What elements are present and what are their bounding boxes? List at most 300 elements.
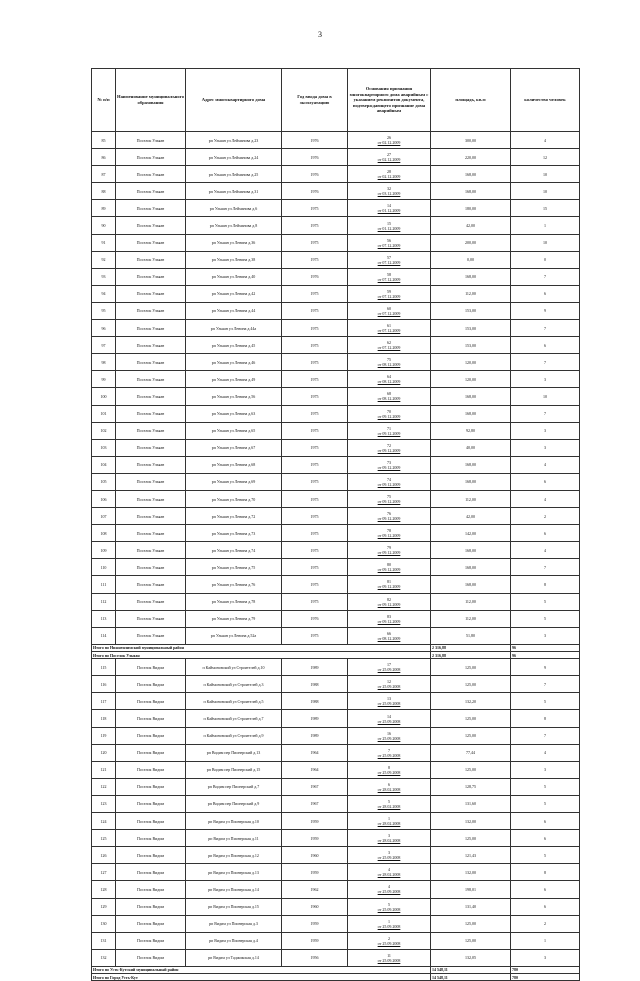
table-row — [92, 593, 580, 610]
cell-municipality: Поселок Ульяан — [116, 217, 186, 234]
cell-address: рп Ульяан ул Ленина д.65 — [186, 422, 282, 439]
cell-area: 0,00 — [431, 251, 511, 268]
cell-address: рп Видим пер Пионерский д.13 — [186, 744, 282, 761]
cell-municipality: Поселок Видим — [116, 813, 186, 830]
cell-people: 2 — [511, 508, 580, 525]
cell-num: 101 — [92, 405, 116, 422]
table-row — [92, 676, 580, 693]
table-row — [92, 949, 580, 966]
cell-area: 131,60 — [431, 795, 511, 812]
cell-basis — [348, 234, 431, 251]
total-people: 780 — [511, 966, 580, 973]
total-row — [92, 644, 580, 651]
cell-num: 103 — [92, 439, 116, 456]
cell-people: 7 — [511, 320, 580, 337]
basis-doc-date: от 25.09.2008 — [377, 957, 401, 963]
basis-doc-number: 58 — [387, 271, 391, 277]
cell-basis — [348, 744, 431, 761]
basis-doc-date: от 25.09.2008 — [377, 855, 401, 861]
cell-year: 1976 — [282, 183, 348, 200]
basis-doc-number: 27 — [387, 152, 391, 158]
table-row — [92, 473, 580, 490]
cell-people: 1 — [511, 217, 580, 234]
cell-area: 92,80 — [431, 422, 511, 439]
cell-municipality: Поселок Ульяан — [116, 422, 186, 439]
table-row — [92, 727, 580, 744]
cell-address: рп Ульяан ул Лейманова д.6 — [186, 200, 282, 217]
cell-municipality: Поселок Ульяан — [116, 593, 186, 610]
cell-num: 119 — [92, 727, 116, 744]
cell-num: 118 — [92, 710, 116, 727]
basis-doc-date: от 25.09.2008 — [377, 923, 401, 929]
cell-basis — [348, 847, 431, 864]
cell-municipality: Поселок Видим — [116, 830, 186, 847]
cell-municipality: Поселок Ульяан — [116, 166, 186, 183]
cell-people: 6 — [511, 525, 580, 542]
basis-doc-date: от 09.12.2009 — [377, 601, 401, 607]
cell-area: 40,00 — [431, 439, 511, 456]
cell-num: 85 — [92, 132, 116, 149]
basis-doc-date: от 25.09.2008 — [377, 906, 401, 912]
basis-doc-number: 15 — [387, 220, 391, 226]
cell-basis — [348, 166, 431, 183]
table-row — [92, 490, 580, 507]
table-row — [92, 881, 580, 898]
basis-doc-date: от 25.09.2008 — [377, 752, 401, 758]
cell-basis — [348, 439, 431, 456]
table-row — [92, 217, 580, 234]
cell-municipality: Поселок Ульяан — [116, 405, 186, 422]
cell-num: 125 — [92, 830, 116, 847]
basis-doc-date: от 28.02.2008 — [377, 872, 401, 878]
cell-num: 106 — [92, 490, 116, 507]
cell-municipality: Поселок Ульяан — [116, 251, 186, 268]
cell-num: 90 — [92, 217, 116, 234]
cell-people: 8 — [511, 576, 580, 593]
cell-basis — [348, 559, 431, 576]
basis-doc-date: от 28.02.2008 — [377, 821, 401, 827]
cell-people: 5 — [511, 610, 580, 627]
cell-municipality: Поселок Ульяан — [116, 285, 186, 302]
cell-year: 1976 — [282, 149, 348, 166]
cell-basis — [348, 949, 431, 966]
cell-municipality: Поселок Видим — [116, 932, 186, 949]
cell-num: 115 — [92, 659, 116, 676]
total-row — [92, 652, 580, 659]
table-row — [92, 337, 580, 354]
cell-area: 168,00 — [431, 542, 511, 559]
cell-num: 98 — [92, 354, 116, 371]
cell-address: рп Ульяан ул Лейманова д.24 — [186, 149, 282, 166]
total-label: Итого по Усть-Кутский муниципальный район — [92, 966, 431, 973]
cell-area: 42,00 — [431, 508, 511, 525]
basis-doc-date: от 07.12.2009 — [377, 310, 401, 316]
cell-people: 3 — [511, 761, 580, 778]
basis-doc-number: 7 — [388, 747, 390, 753]
cell-municipality: Поселок Видим — [116, 847, 186, 864]
basis-doc-number: 14 — [387, 203, 391, 209]
table-row — [92, 166, 580, 183]
cell-num: 88 — [92, 183, 116, 200]
basis-doc-date: от 08.12.2009 — [377, 379, 401, 385]
cell-basis — [348, 490, 431, 507]
table-row — [92, 200, 580, 217]
cell-basis — [348, 881, 431, 898]
table-row — [92, 915, 580, 932]
basis-doc-date: от 09.12.2009 — [377, 567, 401, 573]
cell-people: 7 — [511, 354, 580, 371]
cell-address: рп Ульяан ул Ленина д.45 — [186, 337, 282, 354]
cell-area: 132,20 — [431, 693, 511, 710]
cell-address: рп Видим пер Пионерский д.15 — [186, 761, 282, 778]
cell-basis — [348, 251, 431, 268]
cell-people: 6 — [511, 337, 580, 354]
basis-doc-number: 70 — [387, 408, 391, 414]
cell-municipality: Поселок Ульяан — [116, 132, 186, 149]
table-row — [92, 932, 580, 949]
cell-num: 130 — [92, 915, 116, 932]
page-number: 3 — [318, 30, 322, 39]
cell-area: 168,00 — [431, 388, 511, 405]
cell-address: рп Ульяан ул Ленина д.74 — [186, 542, 282, 559]
basis-doc-number: 13 — [387, 696, 391, 702]
cell-year: 1975 — [282, 593, 348, 610]
cell-year: 1975 — [282, 542, 348, 559]
cell-num: 92 — [92, 251, 116, 268]
cell-year: 1975 — [282, 525, 348, 542]
cell-year: 1962 — [282, 881, 348, 898]
cell-people: 3 — [511, 627, 580, 644]
basis-doc-number: 64 — [387, 374, 391, 380]
basis-doc-number: 57 — [387, 254, 391, 260]
table-row — [92, 576, 580, 593]
cell-address: рп Ульяан ул Лейманова д.23 — [186, 132, 282, 149]
cell-basis — [348, 337, 431, 354]
cell-year: 1959 — [282, 932, 348, 949]
basis-doc-number: 2 — [388, 935, 390, 941]
cell-num: 99 — [92, 371, 116, 388]
cell-people: 7 — [511, 559, 580, 576]
cell-area: 153,00 — [431, 302, 511, 319]
basis-doc-date: от 02.12.2009 — [377, 140, 401, 146]
cell-year: 1964 — [282, 744, 348, 761]
cell-year: 1964 — [282, 761, 348, 778]
cell-people: 6 — [511, 830, 580, 847]
basis-doc-number: 75 — [387, 357, 391, 363]
cell-municipality: Поселок Видим — [116, 761, 186, 778]
cell-basis — [348, 659, 431, 676]
cell-area: 300,00 — [431, 132, 511, 149]
cell-people: 6 — [511, 898, 580, 915]
cell-basis — [348, 795, 431, 812]
cell-area: 198,01 — [431, 881, 511, 898]
cell-municipality: Поселок Видим — [116, 778, 186, 795]
total-label: Итого по Нижнеилимский муниципальный район — [92, 644, 431, 651]
cell-num: 97 — [92, 337, 116, 354]
header-year: Год ввода дома в эксплуатацию — [282, 69, 348, 132]
basis-doc-date: от 09.12.2009 — [377, 447, 401, 453]
basis-doc-date: от 07.12.2009 — [377, 259, 401, 265]
cell-year: 1975 — [282, 439, 348, 456]
cell-year: 1975 — [282, 371, 348, 388]
cell-municipality: Поселок Видим — [116, 727, 186, 744]
cell-municipality: Поселок Ульяан — [116, 473, 186, 490]
cell-people: 3 — [511, 949, 580, 966]
cell-address: рп Ульяан ул Ленина д.44а — [186, 320, 282, 337]
cell-municipality: Поселок Ульяан — [116, 200, 186, 217]
cell-people: 8 — [511, 710, 580, 727]
cell-people: 7 — [511, 405, 580, 422]
cell-num: 128 — [92, 881, 116, 898]
cell-address: рп Ульяан ул Ленина д.76 — [186, 576, 282, 593]
cell-area: 142,00 — [431, 525, 511, 542]
cell-address: рп Видим ул Пионерская д.4 — [186, 932, 282, 949]
cell-area: 121,43 — [431, 847, 511, 864]
table-row — [92, 251, 580, 268]
basis-doc-number: 62 — [387, 340, 391, 346]
table-row — [92, 234, 580, 251]
total-row — [92, 974, 580, 981]
table-row — [92, 898, 580, 915]
cell-year: 1960 — [282, 898, 348, 915]
cell-num: 120 — [92, 744, 116, 761]
basis-doc-date: от 09.12.2009 — [377, 481, 401, 487]
basis-doc-date: от 25.09.2008 — [377, 701, 401, 707]
cell-people: 2 — [511, 915, 580, 932]
cell-address: рп Ульяан ул Лейманова д.25 — [186, 166, 282, 183]
basis-doc-date: от 09.12.2009 — [377, 618, 401, 624]
cell-num: 126 — [92, 847, 116, 864]
cell-people: 6 — [511, 813, 580, 830]
cell-year: 1975 — [282, 490, 348, 507]
cell-address: рп Ульяан ул Ленина д.73 — [186, 525, 282, 542]
basis-doc-number: 59 — [387, 288, 391, 294]
cell-municipality: Поселок Видим — [116, 915, 186, 932]
basis-doc-number: 56 — [387, 237, 391, 243]
cell-people: 4 — [511, 542, 580, 559]
cell-year: 1960 — [282, 847, 348, 864]
cell-address: рп Видим пер Пионерский д.9 — [186, 795, 282, 812]
cell-basis — [348, 132, 431, 149]
cell-area: 200,00 — [431, 234, 511, 251]
basis-doc-date: от 08.12.2009 — [377, 362, 401, 368]
header-people: количество человек — [511, 69, 580, 132]
basis-doc-date: от 09.12.2009 — [377, 430, 401, 436]
cell-people: 3 — [511, 439, 580, 456]
table-row — [92, 422, 580, 439]
cell-basis — [348, 405, 431, 422]
basis-doc-number: 17 — [387, 662, 391, 668]
cell-people: 12 — [511, 149, 580, 166]
cell-area: 168,00 — [431, 166, 511, 183]
cell-address: рп Видим ул Пионерская д.14 — [186, 881, 282, 898]
cell-address: рп Ульяан ул Ленина д.40 — [186, 268, 282, 285]
cell-municipality: Поселок Видим — [116, 864, 186, 881]
cell-year: 1967 — [282, 778, 348, 795]
cell-area: 153,00 — [431, 320, 511, 337]
cell-basis — [348, 508, 431, 525]
cell-basis — [348, 830, 431, 847]
cell-area: 120,00 — [431, 371, 511, 388]
cell-basis — [348, 371, 431, 388]
cell-address: рп Ульяан ул Ленина д.36 — [186, 234, 282, 251]
cell-municipality: Поселок Видим — [116, 949, 186, 966]
cell-basis — [348, 864, 431, 881]
basis-doc-date: от 09.12.2009 — [377, 464, 401, 470]
table-row — [92, 830, 580, 847]
cell-municipality: Поселок Ульяан — [116, 371, 186, 388]
cell-basis — [348, 761, 431, 778]
cell-municipality: Поселок Ульяан — [116, 149, 186, 166]
basis-doc-date: от 25.09.2008 — [377, 889, 401, 895]
cell-municipality: Поселок Ульяан — [116, 542, 186, 559]
cell-address: рп Ульяан ул Ленина д.44 — [186, 302, 282, 319]
cell-people: 10 — [511, 234, 580, 251]
cell-basis — [348, 710, 431, 727]
basis-doc-number: 83 — [387, 613, 391, 619]
cell-people: 0 — [511, 251, 580, 268]
cell-municipality: Поселок Ульяан — [116, 388, 186, 405]
cell-basis — [348, 676, 431, 693]
total-row — [92, 966, 580, 973]
cell-area: 128,75 — [431, 778, 511, 795]
total-people: 96 — [511, 644, 580, 651]
cell-num: 86 — [92, 149, 116, 166]
cell-municipality: Поселок Ульяан — [116, 183, 186, 200]
cell-municipality: Поселок Видим — [116, 693, 186, 710]
cell-municipality: Поселок Ульяан — [116, 627, 186, 644]
table-row — [92, 320, 580, 337]
table-row — [92, 285, 580, 302]
cell-address: рп Ульяан ул Ленина д.69 — [186, 473, 282, 490]
cell-area: 77,44 — [431, 744, 511, 761]
cell-year: 1975 — [282, 456, 348, 473]
basis-doc-date: от 25.09.2008 — [377, 718, 401, 724]
cell-num: 114 — [92, 627, 116, 644]
cell-area: 168,00 — [431, 268, 511, 285]
cell-basis — [348, 149, 431, 166]
basis-doc-number: 4 — [388, 867, 390, 873]
cell-year: 1976 — [282, 268, 348, 285]
cell-municipality: Поселок Видим — [116, 744, 186, 761]
cell-people: 9 — [511, 659, 580, 676]
cell-year: 1975 — [282, 337, 348, 354]
cell-basis — [348, 593, 431, 610]
cell-people: 4 — [511, 490, 580, 507]
cell-area: 125,00 — [431, 830, 511, 847]
cell-people: 6 — [511, 881, 580, 898]
cell-people: 4 — [511, 456, 580, 473]
basis-doc-number: 75 — [387, 494, 391, 500]
basis-doc-date: от 25.09.2008 — [377, 735, 401, 741]
table-row — [92, 813, 580, 830]
basis-doc-number: 79 — [387, 545, 391, 551]
cell-municipality: Поселок Видим — [116, 881, 186, 898]
cell-address: рп Ульяан ул Ленина д.70 — [186, 490, 282, 507]
cell-address: п Каймоновский ул Строителей д.5 — [186, 693, 282, 710]
basis-doc-date: от 28.02.2008 — [377, 803, 401, 809]
cell-year: 1975 — [282, 217, 348, 234]
table-row — [92, 761, 580, 778]
table-row — [92, 744, 580, 761]
cell-year: 1975 — [282, 354, 348, 371]
cell-area: 125,00 — [431, 727, 511, 744]
cell-year: 1989 — [282, 727, 348, 744]
cell-basis — [348, 285, 431, 302]
cell-basis — [348, 576, 431, 593]
basis-doc-number: 80 — [387, 562, 391, 568]
basis-doc-number: 78 — [387, 528, 391, 534]
total-area: 2 316,88 — [431, 652, 511, 659]
basis-doc-number: 11 — [387, 952, 391, 958]
cell-municipality: Поселок Ульяан — [116, 559, 186, 576]
table-header-row — [92, 69, 580, 132]
cell-year: 1975 — [282, 320, 348, 337]
basis-doc-number: 3 — [388, 833, 390, 839]
cell-area: 120,00 — [431, 354, 511, 371]
table-row — [92, 388, 580, 405]
basis-doc-date: от 28.02.2008 — [377, 786, 401, 792]
basis-doc-date: от 07.12.2009 — [377, 328, 401, 334]
cell-basis — [348, 183, 431, 200]
cell-area: 132,00 — [431, 864, 511, 881]
basis-doc-date: от 09.12.2009 — [377, 584, 401, 590]
table-row — [92, 627, 580, 644]
basis-doc-number: 26 — [387, 135, 391, 141]
cell-num: 93 — [92, 268, 116, 285]
cell-num: 132 — [92, 949, 116, 966]
table-row — [92, 778, 580, 795]
cell-basis — [348, 354, 431, 371]
cell-num: 87 — [92, 166, 116, 183]
header-area: площадь, кв.м — [431, 69, 511, 132]
cell-people: 4 — [511, 132, 580, 149]
cell-area: 125,00 — [431, 676, 511, 693]
basis-doc-date: от 02.12.2009 — [377, 174, 401, 180]
cell-num: 127 — [92, 864, 116, 881]
cell-address: рп Ульяан ул Ленина д.78 — [186, 593, 282, 610]
cell-basis — [348, 627, 431, 644]
table-row — [92, 847, 580, 864]
basis-doc-date: от 25.09.2008 — [377, 684, 401, 690]
cell-num: 116 — [92, 676, 116, 693]
table-row — [92, 268, 580, 285]
cell-address: рп Ульяан ул Ленина д.63 — [186, 405, 282, 422]
cell-area: 125,00 — [431, 915, 511, 932]
cell-num: 117 — [92, 693, 116, 710]
basis-doc-number: 81 — [387, 579, 391, 585]
cell-basis — [348, 778, 431, 795]
cell-area: 132,05 — [431, 949, 511, 966]
table-row — [92, 542, 580, 559]
cell-area: 112,00 — [431, 593, 511, 610]
basis-doc-number: 73 — [387, 459, 391, 465]
cell-year: 1959 — [282, 830, 348, 847]
cell-address: рп Ульяан ул Ленина д.38 — [186, 251, 282, 268]
cell-address: рп Ульяан ул Ленина д.56 — [186, 388, 282, 405]
cell-people: 5 — [511, 693, 580, 710]
cell-address: рп Ульяан ул Лейманова д.31 — [186, 183, 282, 200]
table-body — [92, 132, 580, 981]
cell-basis — [348, 388, 431, 405]
cell-people: 8 — [511, 864, 580, 881]
cell-basis — [348, 456, 431, 473]
cell-basis — [348, 915, 431, 932]
cell-people: 3 — [511, 371, 580, 388]
cell-municipality: Поселок Видим — [116, 659, 186, 676]
cell-municipality: Поселок Ульяан — [116, 456, 186, 473]
total-area: 14 548,11 — [431, 966, 511, 973]
